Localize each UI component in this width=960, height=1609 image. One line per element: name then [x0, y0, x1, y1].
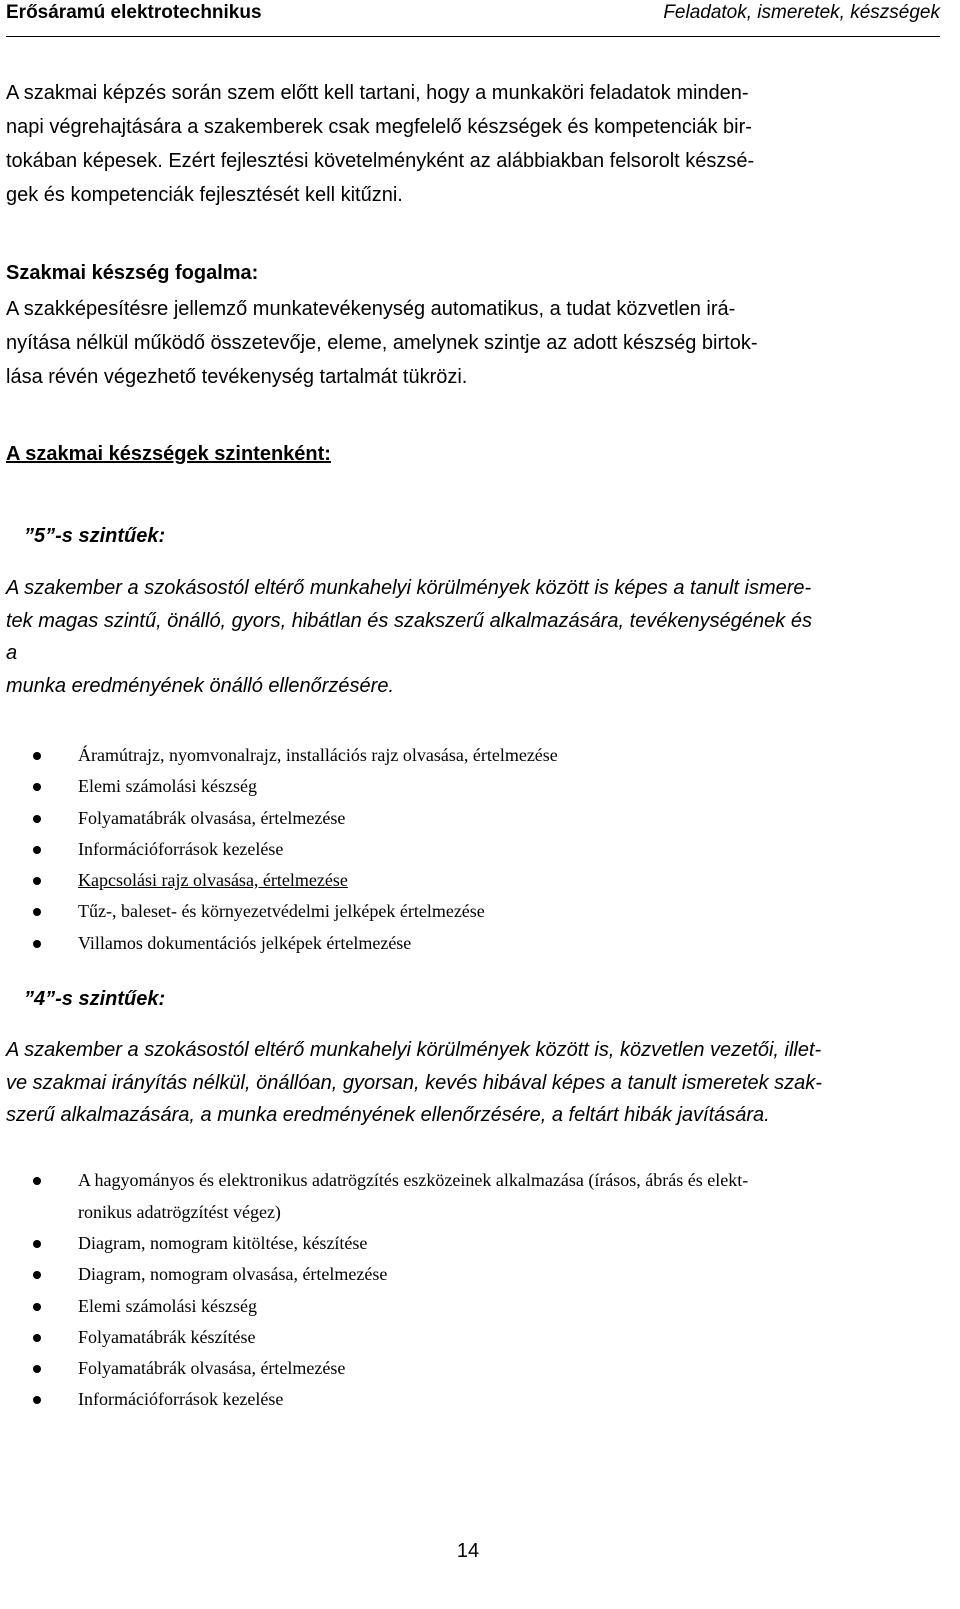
- level4-description: [6, 1034, 951, 1132]
- level5-line: a: [6, 642, 18, 664]
- list-item: [30, 928, 930, 959]
- bullet-icon: [33, 815, 41, 823]
- definition-line: nyítása nélkül működő összetevője, eleme, amelynek szintje az adott készség birtok-: [6, 332, 758, 354]
- bullet-icon: [33, 846, 41, 854]
- bullet-icon: [33, 1271, 41, 1279]
- list-item: [30, 1353, 930, 1384]
- list-item: [30, 803, 930, 834]
- list-item-text: Folyamatábrák olvasása, értelmezése: [78, 807, 346, 828]
- definition-line: A szakképesítésre jellemző munkatevékenység automatikus, a tudat közvetlen irá-: [6, 298, 736, 320]
- level5-line: munka eredményének önálló ellenőrzésére.: [6, 674, 395, 697]
- list-item-text: Folyamatábrák készítése: [78, 1326, 256, 1347]
- level4-skill-list: [30, 1165, 930, 1416]
- header-divider: [6, 36, 940, 37]
- bullet-icon: [33, 1177, 41, 1185]
- level5-line: tek magas szintű, önálló, gyors, hibátlan és szakszerű alkalmazására, tevékenységének és: [6, 609, 812, 632]
- definition-line: lása révén végezhető tevékenység tartalmát tükrözi.: [6, 366, 468, 388]
- list-item: [30, 1291, 930, 1322]
- level4-line: ve szakmai irányítás nélkül, önállóan, gyorsan, kevés hibával képes a tanult ismeretek szak-: [6, 1071, 822, 1094]
- header-title: Erősáramú elektrotechnikus: [6, 2, 262, 23]
- bullet-icon: [33, 1334, 41, 1342]
- definition-paragraph: [6, 292, 951, 394]
- bullet-icon: [33, 877, 41, 885]
- bullet-icon: [33, 1303, 41, 1311]
- intro-paragraph: [6, 76, 951, 212]
- intro-line: A szakmai képzés során szem előtt kell tartani, hogy a munkaköri feladatok minden-: [6, 82, 749, 104]
- bullet-icon: [33, 1240, 41, 1248]
- intro-line: napi végrehajtására a szakemberek csak megfelelő készségek és kompetenciák bir-: [6, 116, 752, 138]
- list-item: [30, 865, 930, 896]
- level5-line: A szakember a szokásostól eltérő munkahelyi körülmények között is képes a tanult ismere-: [6, 577, 812, 599]
- list-item: [30, 1165, 930, 1228]
- list-item-text: A hagyományos és elektronikus adatrögzítés eszközeinek alkalmazása (írásos, ábrás és elekt-: [78, 1170, 749, 1190]
- list-item-text: Elemi számolási készség: [78, 1295, 257, 1316]
- intro-line: gek és kompetenciák fejlesztését kell kitűzni.: [6, 184, 403, 206]
- list-item-text: Folyamatábrák olvasása, értelmezése: [78, 1358, 346, 1379]
- list-item-text-continued: ronikus adatrögzítést végez): [78, 1201, 281, 1222]
- level5-description: [6, 572, 951, 702]
- page-number: 14: [456, 1540, 480, 1562]
- list-item-text: Tűz-, baleset- és környezetvédelmi jelképek értelmezése: [78, 901, 485, 922]
- level4-line: A szakember a szokásostól eltérő munkahelyi körülmények között is, közvetlen vezetői, illet-: [6, 1039, 822, 1061]
- list-item: [30, 896, 930, 927]
- list-item-text: Villamos dokumentációs jelképek értelmezése: [78, 932, 412, 953]
- page-header: [6, 0, 940, 30]
- level5-skill-list: [30, 740, 930, 959]
- list-item: [30, 1259, 930, 1290]
- levels-heading: A szakmai készségek szintenként:: [6, 443, 331, 465]
- list-item-text: Elemi számolási készség: [78, 776, 257, 797]
- list-item: [30, 1228, 930, 1259]
- list-item-text: Információforrások kezelése: [78, 1389, 284, 1410]
- list-item: [30, 771, 930, 802]
- level4-line: szerű alkalmazására, a munka eredményének ellenőrzésére, a feltárt hibák javítására.: [6, 1104, 770, 1126]
- bullet-icon: [33, 940, 41, 948]
- list-item-text: Diagram, nomogram kitöltése, készítése: [78, 1233, 368, 1253]
- intro-line: tokában képesek. Ezért fejlesztési követelményként az alábbiakban felsorolt készsé-: [6, 150, 755, 172]
- definition-heading: Szakmai készség fogalma:: [6, 262, 259, 284]
- bullet-icon: [33, 1365, 41, 1373]
- list-item: [30, 834, 930, 865]
- level5-heading: ”5”-s szintűek:: [24, 525, 166, 547]
- level4-heading: ”4”-s szintűek:: [24, 988, 166, 1010]
- list-item-text: Áramútrajz, nyomvonalrajz, installációs rajz olvasása, értelmezése: [78, 745, 558, 765]
- bullet-icon: [33, 783, 41, 791]
- list-item-text: Diagram, nomogram olvasása, értelmezése: [78, 1264, 388, 1285]
- header-subtitle: Feladatok, ismeretek, készségek: [663, 2, 940, 23]
- list-item-text: Információforrások kezelése: [78, 838, 284, 859]
- bullet-icon: [33, 908, 41, 916]
- list-item: [30, 1384, 930, 1415]
- bullet-icon: [33, 1396, 41, 1404]
- bullet-icon: [33, 752, 41, 760]
- list-item: [30, 740, 930, 771]
- list-item: [30, 1322, 930, 1353]
- list-item-text: Kapcsolási rajz olvasása, értelmezése: [78, 870, 348, 891]
